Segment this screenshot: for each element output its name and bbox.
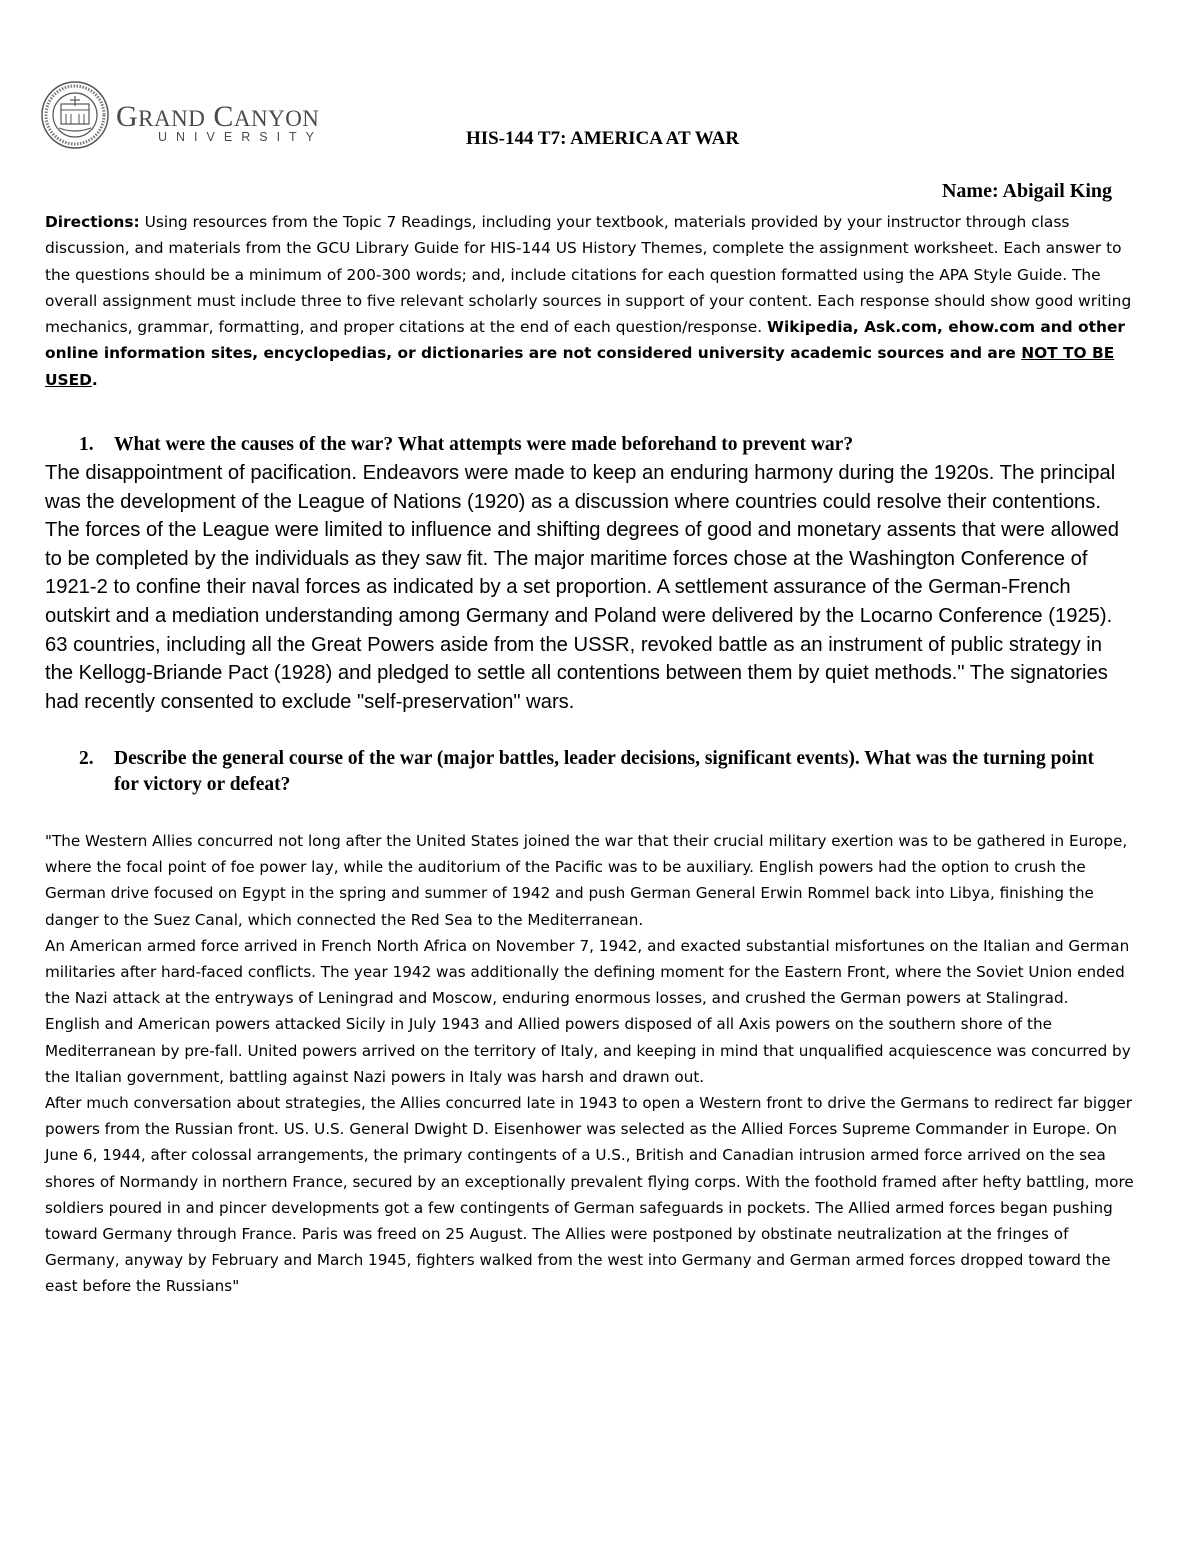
directions-not-to-be-used: NOT TO BE USED: [45, 344, 1115, 389]
directions-warning: Wikipedia, Ask.com, ehow.com and other online information sites, encyclopedias, or dictionaries are not considered university academic sources and are: [45, 318, 1125, 363]
student-name: Name: Abigail King: [941, 180, 1112, 202]
directions-end: .: [91, 370, 98, 389]
question-number: 1.: [79, 434, 94, 455]
directions-text: Using resources from the Topic 7 Readings, including your textbook, materials provided by your instructor through class discussion, and materials from the GCU Library Guide for HIS-144 US History Themes, complete the assignment worksheet. Each answer to the questions should be a minimum of 200-300 words; and, include citations for each question formatted using the APA Style Guide. The overall assignment must include three to five relevant scholarly sources in support of your content. Each response should show good writing mechanics, grammar, formatting, and proper citations at the end of each question/response.: [45, 213, 1132, 337]
question-2: [79, 746, 1119, 798]
answer-paragraph: An American armed force arrived in French North Africa on November 7, 1942, and exacted substantial misfortunes on the Italian and German militaries after hard-faced conflicts. The year 1942 was additionally the defining moment for the Eastern Front, where the Soviet Union ended the Nazi attack at the entryways of Leningrad and Moscow, enduring enormous losses, and crushed the German powers at Stalingrad.: [45, 936, 1130, 1008]
logo-subtext: UNIVERSITY: [158, 130, 324, 144]
question-text: Describe the general course of the war (major battles, leader decisions, significant events). What was the turning point for victory or defeat?: [114, 748, 1094, 795]
question-text: What were the causes of the war? What attempts were made beforehand to prevent war?: [114, 434, 854, 455]
logo-wordmark: GRAND CANYON: [116, 100, 320, 133]
directions-paragraph: [45, 209, 1135, 393]
answer-2: [45, 828, 1145, 1300]
question-1: [79, 432, 1119, 458]
answer-paragraph: "The Western Allies concurred not long after the United States joined the war that their crucial military exertion was to be gathered in Europe, where the focal point of foe power lay, while the auditorium of the Pacific was to be auxiliary. English powers had the option to crush the German drive focused on Egypt in the spring and summer of 1942 and push German General Erwin Rommel back into Libya, finishing the danger to the Suez Canal, which connected the Red Sea to the Mediterranean.: [45, 832, 1128, 929]
answer-paragraph: After much conversation about strategies, the Allies concurred late in 1943 to open a Western front to drive the Germans to redirect far bigger powers from the Russian front. US. U.S. General Dwight D. Eisenhower was selected as the Allied Forces Supreme Commander in Europe. On June 6, 1944, after colossal arrangements, the primary contingents of a U.S., British and Canadian intrusion armed force arrived on the sea shores of Normandy in northern France, secured by an exceptionally prevalent flying corps. With the foothold framed after hefty battling, more soldiers poured in and pincer developments got a few contingents of German safeguards in pockets. The Allied armed forces began pushing toward Germany through France. Paris was freed on 25 August. The Allies were postponed by obstinate neutralization at the fringes of Germany, anyway by February and March 1945, fighters walked from the west into Germany and German armed forces dropped toward the east before the Russians": [45, 1094, 1134, 1296]
answer-paragraph: English and American powers attacked Sicily in July 1943 and Allied powers disposed of all Axis powers on the southern shore of the Mediterranean by pre-fall. United powers arrived on the territory of Italy, and keeping in mind that unqualified acquiescence was concurred by the Italian government, battling against Nazi powers in Italy was harsh and drawn out.: [45, 1015, 1131, 1086]
question-number: 2.: [79, 748, 94, 769]
directions-label: Directions:: [45, 213, 140, 231]
answer-1: The disappointment of pacification. Endeavors were made to keep an enduring harmony during the 1920s. The principal was the development of the League of Nations (1920) as a discussion where countries could resolve their contentions. The forces of the League were limited to influence and shifting degrees of good and monetary assents that were allowed to be completed by the individuals as they saw fit. The major maritime forces chose at the Washington Conference of 1921-2 to confine their naval forces as indicated by a set proportion. A settlement assurance of the German-French outskirt and a mediation understanding among Germany and Poland were delivered by the Locarno Conference (1925). 63 countries, including all the Great Powers aside from the USSR, revoked battle as an instrument of public strategy in the Kellogg-Briande Pact (1928) and pledged to settle all contentions between them by quiet methods." The signatories had recently consented to exclude "self-preservation" wars.: [45, 462, 1119, 713]
document-title: HIS-144 T7: AMERICA AT WAR: [465, 128, 740, 149]
